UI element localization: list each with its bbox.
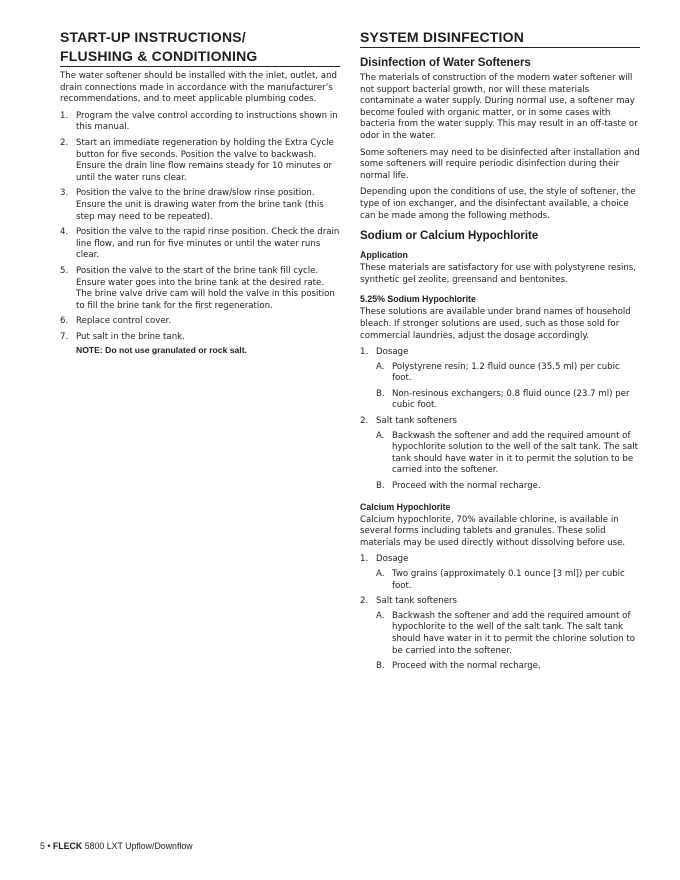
startup-step: 4. Position the valve to the rapid rinse position. Check the drain line flow, and run for five minutes or until the water runs clear. <box>60 227 340 261</box>
calcium-hypochlorite-title: Calcium Hypochlorite <box>360 501 451 512</box>
sodium-list-item: 2. Salt tank softeners A. Backwash the softener and add the required amount of hypochlorite solution to the well of the salt tank. The salt tank should have water in it to permit the solution to be carried into the softener. B. Proceed with the normal recharge. <box>360 416 640 493</box>
startup-step: 5. Position the valve to the start of the brine tank fill cycle. Ensure water goes into the brine tank at the desired rate. The brine valve drive cam will hold the valve in this position to fill the brine tank for the first regeneration. <box>60 265 335 311</box>
calcium-subitem: A. Backwash the softener and add the required amount of hypochlorite to the well of the salt tank. The salt tank should have water in it to permit the chlorine solution to be carried into the softener. <box>376 610 636 656</box>
salt-note: NOTE: Do not use granulated or rock salt. <box>76 345 247 356</box>
startup-step: 7. Put salt in the brine tank. <box>60 331 185 342</box>
hypochlorite-title: Sodium or Calcium Hypochlorite <box>360 230 539 243</box>
startup-intro: The water softener should be installed with the inlet, outlet, and drain connections made in accordance with the manufacturer’s recommendations, and to meet applicable plumbing codes. <box>60 71 337 105</box>
sodium-subitem: A. Polystyrene resin; 1.2 fluid ounce (35.5 ml) per cubic foot. <box>376 361 620 384</box>
disinfection-heading: SYSTEM DISINFECTION <box>360 28 640 48</box>
sodium-hypochlorite-title: 5.25% Sodium Hypochlorite <box>360 294 476 305</box>
sodium-list <box>360 347 640 493</box>
disinfection-para-2: Some softeners may need to be disinfected after installation and some softeners will require periodic disinfection during their normal life. <box>360 147 640 181</box>
calcium-sublist <box>376 611 640 673</box>
startup-steps-list <box>60 111 340 344</box>
disinfection-subtitle: Disinfection of Water Softeners <box>360 57 531 69</box>
startup-heading <box>60 28 340 67</box>
startup-heading-line2: FLUSHING & CONDITIONING <box>60 47 340 67</box>
page-footer <box>40 841 193 851</box>
calcium-subitem: B. Proceed with the normal recharge. <box>376 661 541 672</box>
calcium-list-item: 1. Dosage A. Two grains (approximately 0.1 ounce [3 ml]) per cubic foot. <box>360 554 640 592</box>
calcium-subitem: A. Two grains (approximately 0.1 ounce [3 ml]) per cubic foot. <box>376 569 625 591</box>
disinfection-column <box>360 28 640 677</box>
sodium-subitem: B. Non-resinous exchangers; 0.8 fluid ounce (23.7 ml) per cubic foot. <box>376 388 630 411</box>
calcium-sublist <box>376 569 640 592</box>
sodium-sublist <box>376 362 640 412</box>
page-number: 5 <box>40 841 45 851</box>
startup-step: 2. Start an immediate regeneration by holding the Extra Cycle button for five seconds. Position the valve to backwash. Ensure the drain line flow remains steady for 10 minutes or until the water runs clear. <box>60 137 334 183</box>
sodium-list-item: 1. Dosage A. Polystyrene resin; 1.2 fluid ounce (35.5 ml) per cubic foot. B. Non-resinous exchangers; 0.8 fluid ounce (23.7 ml) per cubic foot. <box>360 347 640 412</box>
startup-step: 3. Position the valve to the brine draw/slow rinse position. Ensure the unit is drawing water from the brine tank (this step may need to be repeated). <box>60 188 324 222</box>
calcium-list <box>360 554 640 672</box>
startup-column <box>60 28 340 355</box>
model-name: 5800 LXT Upflow/Downflow <box>84 841 193 851</box>
application-title: Application <box>360 250 408 261</box>
brand-name: FLECK <box>52 841 83 851</box>
startup-heading-line1: START-UP INSTRUCTIONS/ <box>60 29 246 45</box>
sodium-subitem: B. Proceed with the normal recharge. <box>376 481 541 492</box>
calcium-list-item: 2. Salt tank softeners A. Backwash the softener and add the required amount of hypochlorite to the well of the salt tank. The salt tank should have water in it to permit the chlorine solution to be carried into the softener. B. Proceed with the normal recharge. <box>360 596 640 673</box>
calcium-hypochlorite-text: Calcium hypochlorite, 70% available chlorine, is available in several forms including tablets and granules. These solid materials may be used directly without dissolving before use. <box>360 514 626 548</box>
sodium-subitem: A. Backwash the softener and add the required amount of hypochlorite solution to the well of the salt tank. The salt tank should have water in it to permit the solution to be carried into the softener. <box>376 430 638 476</box>
disinfection-para-1: The materials of construction of the modern water softener will not support bacterial growth, nor will these materials contaminate a water supply. During normal use, a softener may become fouled with organic matter, or in some cases with bacteria from the water supply. This may result in an off-taste or odor in the water. <box>360 73 638 141</box>
startup-step: 6. Replace control cover. <box>60 316 172 327</box>
disinfection-para-3: Depending upon the conditions of use, the style of softener, the type of ion exchanger, and the disinfectant available, a choice can be made among the following methods. <box>360 187 636 221</box>
footer-bullet: • <box>47 841 51 851</box>
startup-step: 1. Program the valve control according to instructions shown in this manual. <box>60 110 338 133</box>
sodium-hypochlorite-text: These solutions are available under brand names of household bleach. If stronger solutions are used, such as those sold for commercial laundries, adjust the dosage accordingly. <box>360 307 631 341</box>
application-text: These materials are satisfactory for use with polystyrene resins, synthetic gel zeolite, greensand and bentonites. <box>360 263 636 285</box>
sodium-sublist <box>376 431 640 493</box>
